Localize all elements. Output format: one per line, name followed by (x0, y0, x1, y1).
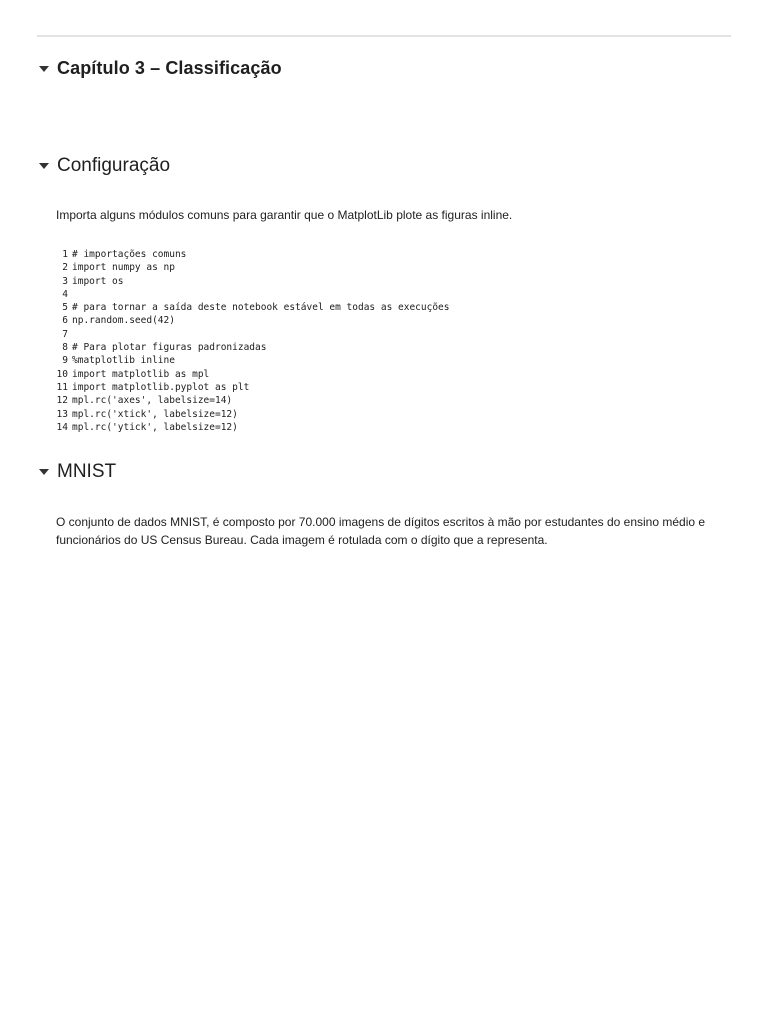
line-number: 3 (62, 275, 68, 287)
code-line (52, 261, 732, 274)
caret-down-icon[interactable] (38, 160, 50, 172)
section-title-mnist: MNIST (57, 461, 117, 482)
code-text: %matplotlib inline (72, 355, 175, 367)
code-text: # para tornar a saída deste notebook estável em todas as execuções (72, 302, 450, 314)
line-number: 2 (62, 262, 68, 274)
line-number: 5 (62, 302, 68, 314)
code-text: # Para plotar figuras padronizadas (72, 342, 267, 354)
caret-down-icon[interactable] (38, 466, 50, 478)
section-heading-mnist (38, 461, 116, 483)
code-text: import os (72, 275, 124, 287)
code-line (52, 275, 732, 288)
chapter-title: Capítulo 3 – Classificação (57, 58, 282, 78)
code-text: np.random.seed(42) (72, 315, 175, 327)
markdown-text-mnist: O conjunto de dados MNIST, é composto por 70.000 imagens de dígitos escritos à mão por estudantes do ensino médio e funcionários do US Census Bureau. Cada imagem é rotulada com o dígito que a representa. (56, 515, 706, 547)
code-line (52, 341, 732, 354)
code-line (52, 328, 732, 341)
line-number: 12 (56, 395, 68, 407)
line-number: 9 (62, 355, 68, 367)
code-line (52, 248, 732, 261)
code-text (72, 288, 732, 301)
code-line (52, 288, 732, 301)
code-text: import numpy as np (72, 262, 175, 274)
code-text: # importações comuns (72, 249, 187, 260)
line-number: 11 (56, 381, 68, 393)
code-text: mpl.rc('axes', labelsize=14) (72, 395, 233, 407)
top-divider (37, 35, 731, 37)
markdown-text-config: Importa alguns módulos comuns para garantir que o MatplotLib plote as figuras inline. (56, 208, 513, 222)
line-number: 7 (62, 328, 68, 340)
line-number: 4 (62, 288, 68, 300)
code-line (52, 354, 732, 367)
line-number: 1 (62, 249, 68, 260)
code-cell[interactable] (52, 248, 732, 434)
line-number: 13 (56, 408, 68, 420)
chapter-heading (38, 58, 282, 79)
code-line (52, 381, 732, 394)
code-line (52, 408, 732, 421)
line-number: 6 (62, 315, 68, 327)
section-title-config: Configuração (57, 155, 171, 176)
line-number: 8 (62, 342, 68, 354)
caret-down-icon[interactable] (38, 63, 50, 75)
line-number: 10 (56, 368, 68, 380)
code-line (52, 394, 732, 407)
code-line (52, 314, 732, 327)
code-text: mpl.rc('ytick', labelsize=12) (72, 421, 238, 433)
code-line (52, 421, 732, 434)
code-line (52, 301, 732, 314)
code-text (72, 328, 732, 341)
line-number: 14 (56, 421, 68, 433)
code-text: mpl.rc('xtick', labelsize=12) (72, 408, 238, 420)
code-line (52, 368, 732, 381)
code-text: import matplotlib as mpl (72, 368, 210, 380)
code-text: import matplotlib.pyplot as plt (72, 381, 250, 393)
section-heading-config (38, 155, 170, 177)
